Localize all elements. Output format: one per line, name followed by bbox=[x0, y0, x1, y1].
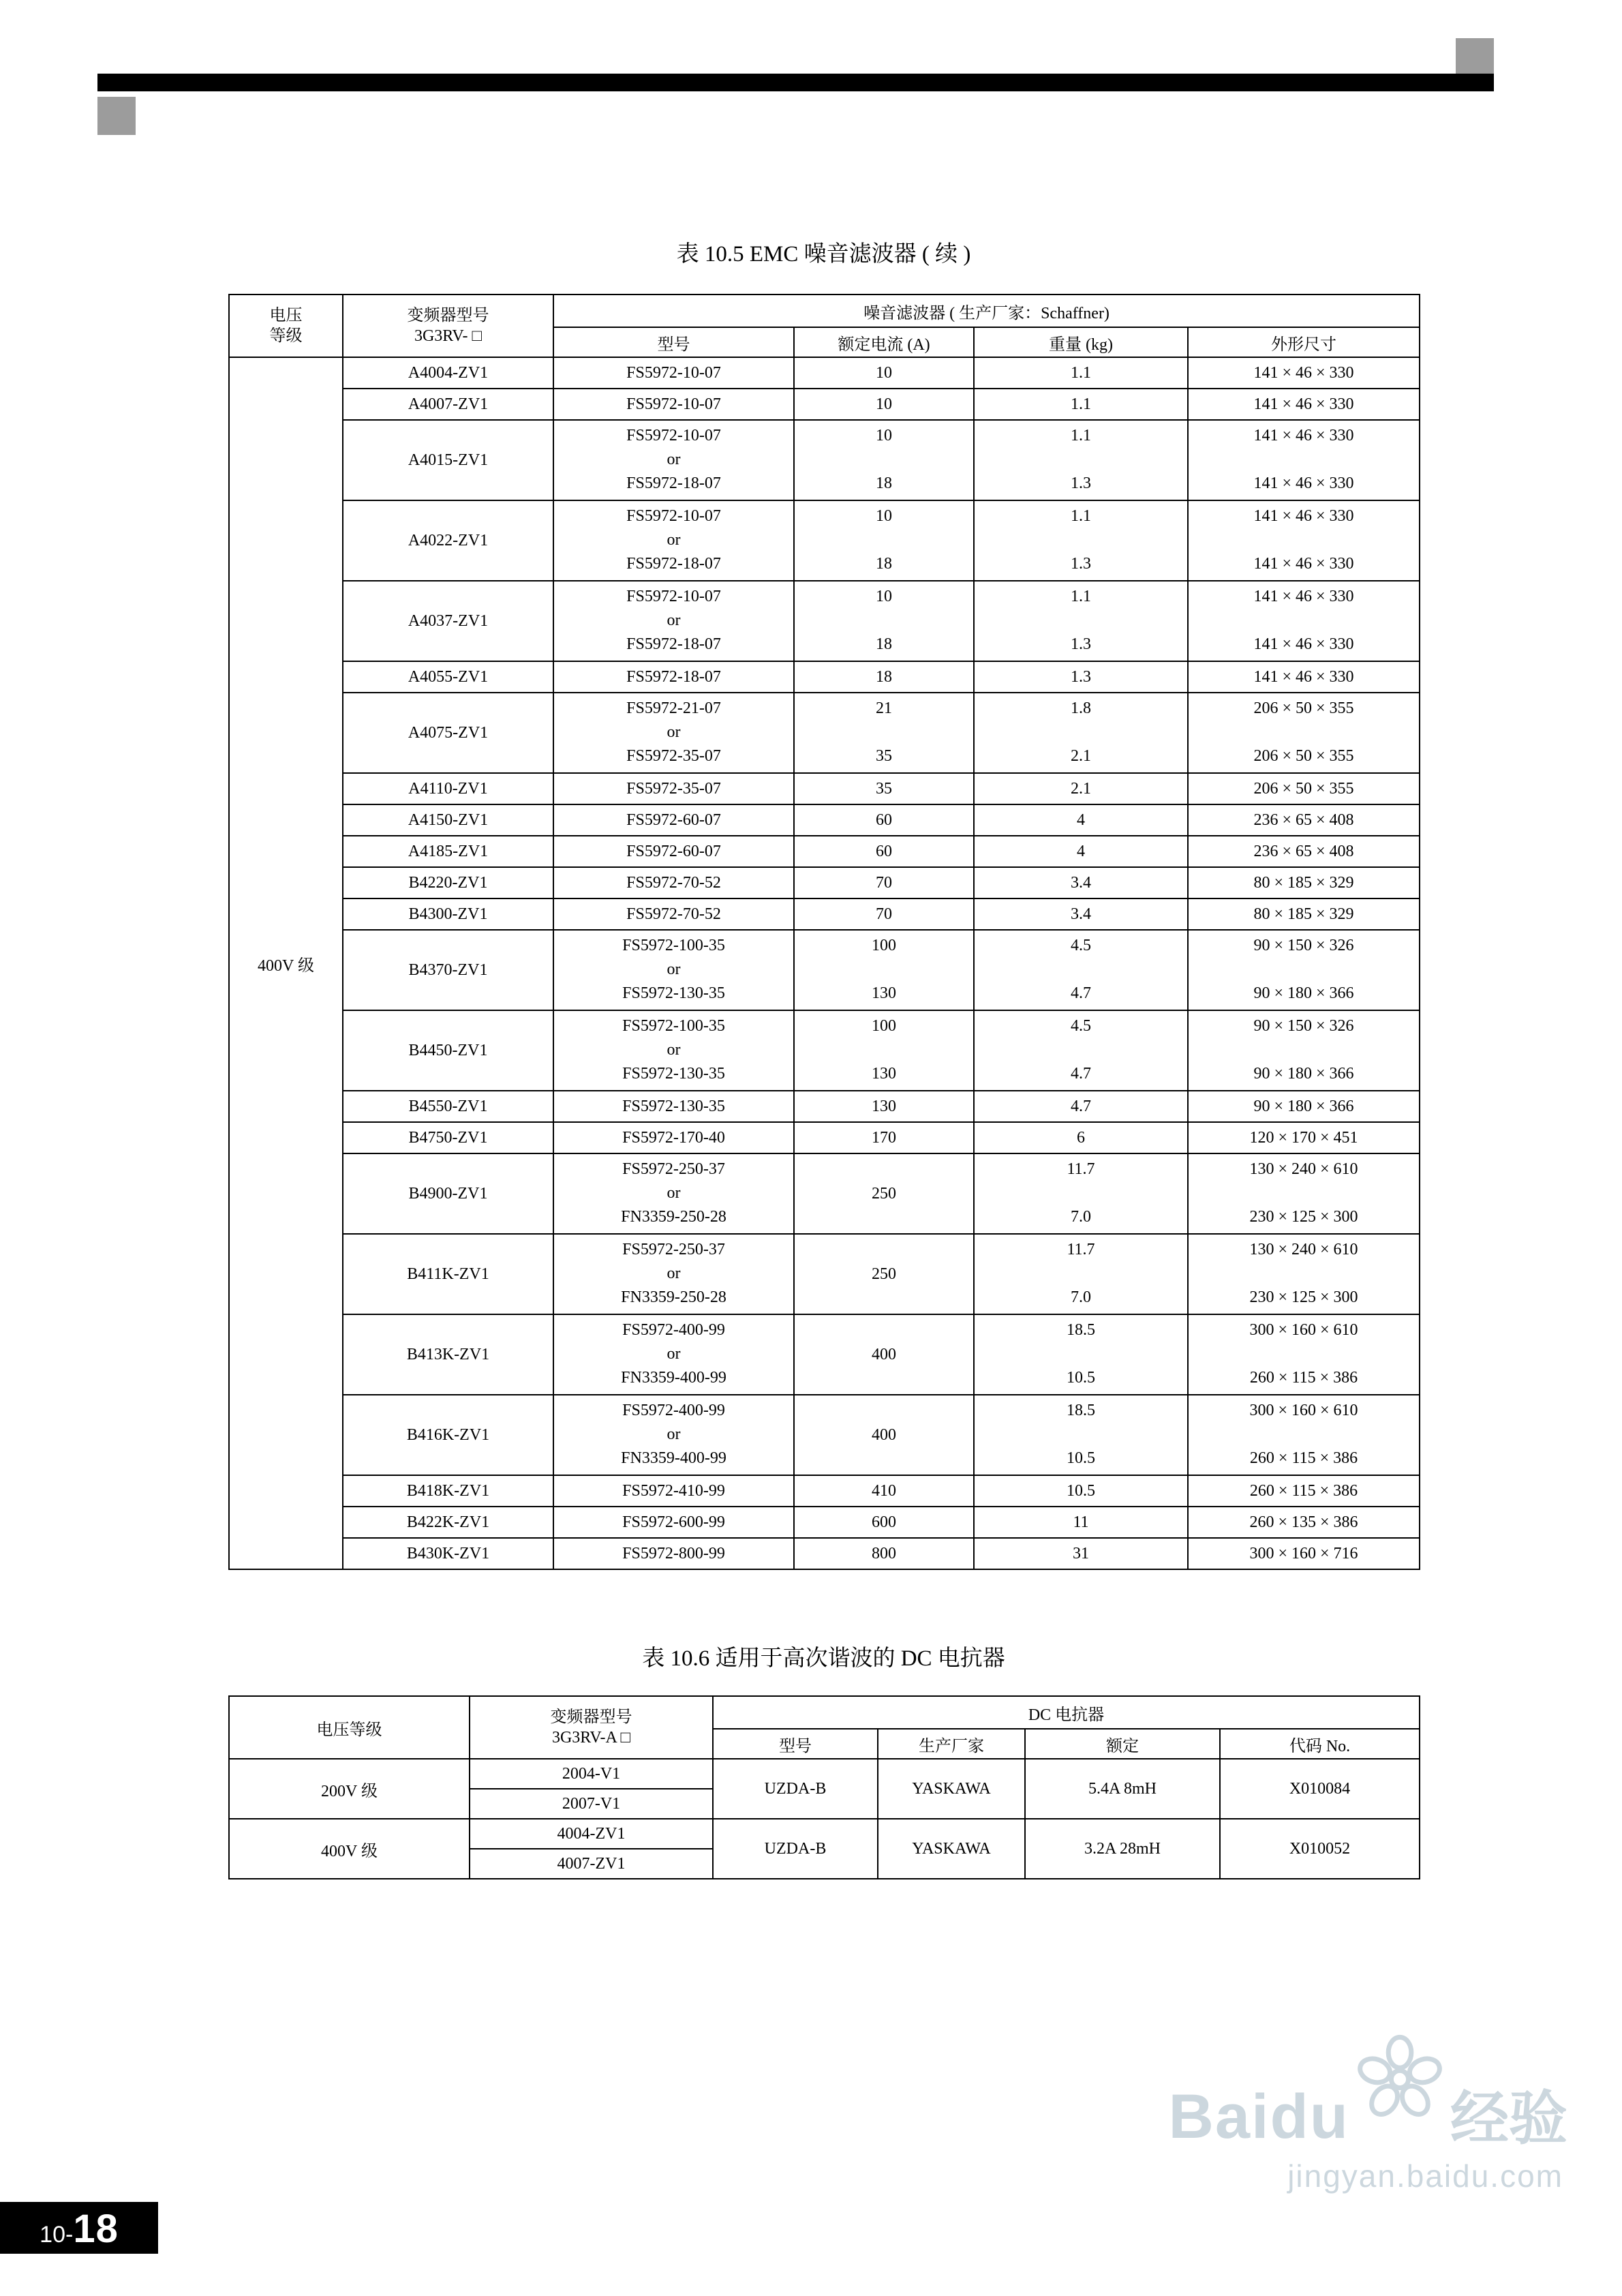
dimensions-cell: 260 × 135 × 386 bbox=[1188, 1507, 1420, 1538]
dc-inverter-cell: 2007-V1 bbox=[470, 1789, 713, 1819]
dimensions-cell-line-1: 300 × 160 × 610 bbox=[1249, 1321, 1358, 1339]
dimensions-cell-line-2: 90 × 180 × 366 bbox=[1253, 1065, 1354, 1083]
rated-current-cell: 400 bbox=[794, 1314, 974, 1395]
filter-model-cell: FS5972-35-07 bbox=[553, 773, 794, 804]
filter-model-cell bbox=[553, 1153, 794, 1234]
dimensions-cell-line-1: 141 × 46 × 330 bbox=[1253, 588, 1354, 605]
weight-cell-line-2: 4.7 bbox=[1071, 1065, 1091, 1083]
inverter-model-cell: B4300-ZV1 bbox=[343, 898, 553, 930]
emc-table-header bbox=[229, 294, 1420, 357]
filter-model-cell bbox=[553, 500, 794, 581]
emc-table-row bbox=[229, 898, 1420, 930]
dimensions-cell bbox=[1188, 1153, 1420, 1234]
weight-cell-line-2: 10.5 bbox=[1067, 1449, 1095, 1468]
dimensions-cell-line-1: 206 × 50 × 355 bbox=[1253, 699, 1354, 717]
dc-inverter-cell: 4007-ZV1 bbox=[470, 1849, 713, 1879]
header-inverter-line1: 变频器型号 bbox=[407, 307, 489, 324]
dimensions-cell: 90 × 180 × 366 bbox=[1188, 1091, 1420, 1122]
dc-maker-cell: YASKAWA bbox=[878, 1759, 1025, 1819]
inverter-model-cell: B413K-ZV1 bbox=[343, 1314, 553, 1395]
filter-model-cell: FS5972-18-07 bbox=[553, 661, 794, 693]
dimensions-cell: 260 × 115 × 386 bbox=[1188, 1475, 1420, 1507]
weight-cell bbox=[974, 1234, 1188, 1314]
dimensions-cell bbox=[1188, 1314, 1420, 1395]
filter-model-cell-line-3: FS5972-18-07 bbox=[626, 555, 721, 573]
weight-cell bbox=[974, 1314, 1188, 1395]
emc-table-row bbox=[229, 1395, 1420, 1475]
dc-header-maker: 生产厂家 bbox=[878, 1729, 1025, 1759]
filter-model-cell-line-3: FN3359-400-99 bbox=[621, 1369, 726, 1387]
emc-table-row bbox=[229, 420, 1420, 500]
dimensions-cell-line-2: 90 × 180 × 366 bbox=[1253, 984, 1354, 1003]
filter-model-cell-line-1: FS5972-10-07 bbox=[626, 588, 721, 605]
rated-current-cell: 70 bbox=[794, 898, 974, 930]
rated-current-cell-line-1: 10 bbox=[876, 588, 892, 605]
emc-table-body bbox=[229, 357, 1420, 1569]
dc-voltage-cell: 200V 级 bbox=[229, 1759, 470, 1819]
weight-cell bbox=[974, 1395, 1188, 1475]
inverter-model-cell: B4900-ZV1 bbox=[343, 1153, 553, 1234]
dimensions-cell-line-2: 206 × 50 × 355 bbox=[1253, 747, 1354, 766]
rated-current-cell: 410 bbox=[794, 1475, 974, 1507]
weight-cell: 2.1 bbox=[974, 773, 1188, 804]
weight-cell: 1.1 bbox=[974, 389, 1188, 420]
rated-current-cell-line-2: 18 bbox=[876, 555, 892, 573]
dimensions-cell-line-1: 141 × 46 × 330 bbox=[1253, 507, 1354, 525]
filter-model-cell: FS5972-70-52 bbox=[553, 898, 794, 930]
header-filter-group: 噪音滤波器 ( 生产厂家：Schaffner) bbox=[553, 294, 1420, 327]
weight-cell-line-2: 1.3 bbox=[1071, 555, 1091, 573]
inverter-model-cell: B430K-ZV1 bbox=[343, 1538, 553, 1569]
filter-model-cell: FS5972-600-99 bbox=[553, 1507, 794, 1538]
weight-cell-line-2: 10.5 bbox=[1067, 1369, 1095, 1387]
dimensions-cell-line-2: 230 × 125 × 300 bbox=[1249, 1208, 1358, 1226]
dimensions-cell-line-2: 141 × 46 × 330 bbox=[1253, 635, 1354, 654]
weight-cell: 4.7 bbox=[974, 1091, 1188, 1122]
filter-model-cell-line-1: FS5972-250-37 bbox=[622, 1160, 725, 1178]
weight-cell-line-2: 1.3 bbox=[1071, 474, 1091, 493]
emc-table-row bbox=[229, 693, 1420, 773]
filter-model-cell: FS5972-130-35 bbox=[553, 1091, 794, 1122]
emc-table-row bbox=[229, 836, 1420, 867]
inverter-model-cell: B4370-ZV1 bbox=[343, 930, 553, 1010]
rated-current-cell-line-2: 35 bbox=[876, 747, 892, 766]
filter-model-cell-line-1: FS5972-10-07 bbox=[626, 507, 721, 525]
weight-cell-line-2: 7.0 bbox=[1071, 1208, 1091, 1226]
page-number-value: 18 bbox=[73, 2207, 119, 2251]
filter-model-cell-line-3: FS5972-130-35 bbox=[622, 984, 725, 1003]
header-filter-model: 型号 bbox=[553, 327, 794, 357]
rated-current-cell: 35 bbox=[794, 773, 974, 804]
weight-cell-line-1: 11.7 bbox=[1067, 1160, 1095, 1178]
dimensions-cell: 141 × 46 × 330 bbox=[1188, 661, 1420, 693]
header-rated-current: 额定电流 (A) bbox=[794, 327, 974, 357]
dimensions-cell bbox=[1188, 420, 1420, 500]
dc-table-header bbox=[229, 1696, 1420, 1759]
dc-code-cell: X010084 bbox=[1220, 1759, 1420, 1819]
dimensions-cell-line-1: 90 × 150 × 326 bbox=[1253, 937, 1354, 954]
dc-header-code: 代码 No. bbox=[1220, 1729, 1420, 1759]
filter-model-cell-line-1: FS5972-10-07 bbox=[626, 427, 721, 444]
dc-inverter-cell: 4004-ZV1 bbox=[470, 1819, 713, 1849]
filter-model-cell bbox=[553, 930, 794, 1010]
weight-cell-line-1: 1.1 bbox=[1071, 588, 1091, 605]
dc-code-cell: X010052 bbox=[1220, 1819, 1420, 1879]
filter-model-cell bbox=[553, 1234, 794, 1314]
emc-table-row bbox=[229, 661, 1420, 693]
filter-model-cell: FS5972-800-99 bbox=[553, 1538, 794, 1569]
weight-cell: 6 bbox=[974, 1122, 1188, 1153]
dc-reactor-table bbox=[228, 1695, 1420, 1879]
dimensions-cell bbox=[1188, 500, 1420, 581]
emc-table-row bbox=[229, 1234, 1420, 1314]
dc-voltage-cell: 400V 级 bbox=[229, 1819, 470, 1879]
emc-table-row bbox=[229, 930, 1420, 1010]
filter-model-cell-line-1: FS5972-400-99 bbox=[622, 1321, 725, 1339]
emc-table-row bbox=[229, 1153, 1420, 1234]
filter-model-cell: FS5972-410-99 bbox=[553, 1475, 794, 1507]
inverter-model-cell: A4110-ZV1 bbox=[343, 773, 553, 804]
dc-header-voltage: 电压等级 bbox=[229, 1696, 470, 1759]
emc-table-row bbox=[229, 500, 1420, 581]
header-inverter-line2: 3G3RV- □ bbox=[414, 327, 483, 345]
dimensions-cell-line-2: 260 × 115 × 386 bbox=[1249, 1449, 1358, 1468]
filter-model-cell-line-1: FS5972-100-35 bbox=[622, 937, 725, 954]
watermark-brand-text: Baidu bbox=[1168, 2082, 1349, 2151]
filter-model-cell: FS5972-60-07 bbox=[553, 804, 794, 836]
emc-table-row bbox=[229, 1010, 1420, 1091]
dimensions-cell-line-1: 130 × 240 × 610 bbox=[1249, 1160, 1358, 1178]
weight-cell-line-1: 18.5 bbox=[1067, 1321, 1095, 1339]
rated-current-cell bbox=[794, 420, 974, 500]
filter-model-cell: FS5972-10-07 bbox=[553, 389, 794, 420]
weight-cell bbox=[974, 581, 1188, 661]
inverter-model-cell: B4750-ZV1 bbox=[343, 1122, 553, 1153]
weight-cell-line-2: 7.0 bbox=[1071, 1288, 1091, 1307]
filter-model-cell-line-2: or bbox=[667, 1041, 681, 1059]
weight-cell-line-1: 4.5 bbox=[1071, 937, 1091, 954]
inverter-model-cell: B4220-ZV1 bbox=[343, 867, 553, 898]
filter-model-cell bbox=[553, 693, 794, 773]
weight-cell-line-2: 2.1 bbox=[1071, 747, 1091, 766]
rated-current-cell: 60 bbox=[794, 836, 974, 867]
rated-current-cell bbox=[794, 693, 974, 773]
dimensions-cell-line-2: 141 × 46 × 330 bbox=[1253, 474, 1354, 493]
weight-cell: 4 bbox=[974, 804, 1188, 836]
inverter-model-cell: A4022-ZV1 bbox=[343, 500, 553, 581]
filter-model-cell: FS5972-170-40 bbox=[553, 1122, 794, 1153]
emc-table-row bbox=[229, 357, 1420, 389]
filter-model-cell bbox=[553, 1395, 794, 1475]
rated-current-cell-line-1: 10 bbox=[876, 507, 892, 525]
dimensions-cell bbox=[1188, 1234, 1420, 1314]
inverter-model-cell: B4450-ZV1 bbox=[343, 1010, 553, 1091]
filter-model-cell bbox=[553, 1314, 794, 1395]
weight-cell: 11 bbox=[974, 1507, 1188, 1538]
page-number bbox=[0, 2202, 158, 2254]
top-rule bbox=[97, 74, 1494, 91]
dimensions-cell bbox=[1188, 693, 1420, 773]
dimensions-cell: 236 × 65 × 408 bbox=[1188, 804, 1420, 836]
rated-current-cell-line-1: 21 bbox=[876, 699, 892, 717]
filter-model-cell-line-3: FN3359-400-99 bbox=[621, 1449, 726, 1468]
weight-cell: 3.4 bbox=[974, 898, 1188, 930]
dimensions-cell-line-1: 130 × 240 × 610 bbox=[1249, 1241, 1358, 1258]
inverter-model-cell: A4055-ZV1 bbox=[343, 661, 553, 693]
emc-table-row bbox=[229, 1507, 1420, 1538]
inverter-model-cell: B4550-ZV1 bbox=[343, 1091, 553, 1122]
rated-current-cell: 10 bbox=[794, 357, 974, 389]
weight-cell bbox=[974, 1153, 1188, 1234]
filter-model-cell bbox=[553, 420, 794, 500]
filter-model-cell-line-3: FN3359-250-28 bbox=[621, 1208, 726, 1226]
dc-header-rating: 额定 bbox=[1025, 1729, 1220, 1759]
rated-current-cell-line-2: 130 bbox=[872, 1065, 896, 1083]
dimensions-cell bbox=[1188, 581, 1420, 661]
header-voltage-class bbox=[229, 294, 343, 357]
watermark-url: jingyan.baidu.com bbox=[1287, 2158, 1563, 2194]
header-voltage-line2: 等级 bbox=[269, 327, 303, 345]
filter-model-cell-line-2: or bbox=[667, 723, 681, 742]
inverter-model-cell: A4075-ZV1 bbox=[343, 693, 553, 773]
watermark bbox=[1104, 2031, 1567, 2194]
filter-model-cell-line-1: FS5972-21-07 bbox=[626, 699, 721, 717]
inverter-model-cell: A4007-ZV1 bbox=[343, 389, 553, 420]
inverter-model-cell: A4037-ZV1 bbox=[343, 581, 553, 661]
dc-table-row bbox=[229, 1819, 1420, 1849]
dimensions-cell: 236 × 65 × 408 bbox=[1188, 836, 1420, 867]
weight-cell: 3.4 bbox=[974, 867, 1188, 898]
emc-table-row bbox=[229, 773, 1420, 804]
dimensions-cell bbox=[1188, 930, 1420, 1010]
emc-filter-table bbox=[228, 294, 1420, 1570]
dimensions-cell bbox=[1188, 1010, 1420, 1091]
emc-table-row bbox=[229, 867, 1420, 898]
rated-current-cell: 18 bbox=[794, 661, 974, 693]
dimensions-cell-line-1: 90 × 150 × 326 bbox=[1253, 1017, 1354, 1035]
weight-cell-line-1: 18.5 bbox=[1067, 1402, 1095, 1419]
weight-cell-line-1: 1.1 bbox=[1071, 507, 1091, 525]
filter-model-cell: FS5972-70-52 bbox=[553, 867, 794, 898]
rated-current-cell: 250 bbox=[794, 1153, 974, 1234]
emc-table-row bbox=[229, 1475, 1420, 1507]
top-left-marker bbox=[97, 97, 136, 135]
weight-cell: 10.5 bbox=[974, 1475, 1188, 1507]
dimensions-cell-line-1: 300 × 160 × 610 bbox=[1249, 1402, 1358, 1419]
dc-inverter-cell: 2004-V1 bbox=[470, 1759, 713, 1789]
dimensions-cell-line-2: 141 × 46 × 330 bbox=[1253, 555, 1354, 573]
dc-header-inverter-line1: 变频器型号 bbox=[550, 1708, 632, 1726]
inverter-model-cell: B418K-ZV1 bbox=[343, 1475, 553, 1507]
inverter-model-cell: A4015-ZV1 bbox=[343, 420, 553, 500]
weight-cell: 31 bbox=[974, 1538, 1188, 1569]
rated-current-cell-line-1: 100 bbox=[872, 937, 896, 954]
weight-cell bbox=[974, 930, 1188, 1010]
emc-table-row bbox=[229, 1091, 1420, 1122]
filter-model-cell-line-1: FS5972-400-99 bbox=[622, 1402, 725, 1419]
top-right-marker bbox=[1456, 38, 1494, 74]
emc-table-row bbox=[229, 1122, 1420, 1153]
filter-model-cell-line-3: FS5972-130-35 bbox=[622, 1065, 725, 1083]
dimensions-cell: 80 × 185 × 329 bbox=[1188, 898, 1420, 930]
filter-model-cell-line-2: or bbox=[667, 451, 681, 469]
dimensions-cell-line-1: 141 × 46 × 330 bbox=[1253, 427, 1354, 444]
filter-model-cell-line-2: or bbox=[667, 531, 681, 549]
dc-rating-cell: 3.2A 28mH bbox=[1025, 1819, 1220, 1879]
watermark-brand-row bbox=[1104, 2031, 1567, 2151]
dc-table-body bbox=[229, 1759, 1420, 1879]
dc-header-inverter bbox=[470, 1696, 713, 1759]
filter-model-cell-line-3: FS5972-18-07 bbox=[626, 635, 721, 654]
inverter-model-cell: A4150-ZV1 bbox=[343, 804, 553, 836]
inverter-model-cell: B416K-ZV1 bbox=[343, 1395, 553, 1475]
dimensions-cell: 206 × 50 × 355 bbox=[1188, 773, 1420, 804]
filter-model-cell bbox=[553, 1010, 794, 1091]
rated-current-cell: 800 bbox=[794, 1538, 974, 1569]
inverter-model-cell: B422K-ZV1 bbox=[343, 1507, 553, 1538]
weight-cell: 4 bbox=[974, 836, 1188, 867]
inverter-model-cell: B411K-ZV1 bbox=[343, 1234, 553, 1314]
filter-model-cell: FS5972-10-07 bbox=[553, 357, 794, 389]
dimensions-cell: 80 × 185 × 329 bbox=[1188, 867, 1420, 898]
dc-reactor-table-title: 表 10.6 适用于高次谐波的 DC 电抗器 bbox=[642, 1646, 1005, 1671]
dc-maker-cell: YASKAWA bbox=[878, 1819, 1025, 1879]
dc-header-group: DC 电抗器 bbox=[713, 1696, 1420, 1729]
weight-cell-line-1: 4.5 bbox=[1071, 1017, 1091, 1035]
rated-current-cell-line-1: 100 bbox=[872, 1017, 896, 1035]
weight-cell-line-2: 1.3 bbox=[1071, 635, 1091, 654]
header-weight: 重量 (kg) bbox=[974, 327, 1188, 357]
page-number-prefix: 10- bbox=[40, 2222, 74, 2248]
dc-rating-cell: 5.4A 8mH bbox=[1025, 1759, 1220, 1819]
dimensions-cell: 141 × 46 × 330 bbox=[1188, 389, 1420, 420]
baidu-flower-icon bbox=[1352, 2031, 1448, 2130]
emc-table-row bbox=[229, 389, 1420, 420]
rated-current-cell: 60 bbox=[794, 804, 974, 836]
weight-cell bbox=[974, 1010, 1188, 1091]
watermark-brand-suffix: 经验 bbox=[1450, 2086, 1567, 2151]
weight-cell bbox=[974, 500, 1188, 581]
filter-model-cell-line-2: or bbox=[667, 961, 681, 979]
rated-current-cell: 400 bbox=[794, 1395, 974, 1475]
filter-model-cell: FS5972-60-07 bbox=[553, 836, 794, 867]
rated-current-cell bbox=[794, 1010, 974, 1091]
dc-model-cell: UZDA-B bbox=[713, 1759, 878, 1819]
inverter-model-cell: A4185-ZV1 bbox=[343, 836, 553, 867]
dc-header-inverter-line2: 3G3RV-A □ bbox=[551, 1729, 631, 1747]
rated-current-cell bbox=[794, 930, 974, 1010]
weight-cell-line-2: 4.7 bbox=[1071, 984, 1091, 1003]
filter-model-cell-line-2: or bbox=[667, 1345, 681, 1363]
weight-cell bbox=[974, 420, 1188, 500]
emc-table-title: 表 10.5 EMC 噪音滤波器 ( 续 ) bbox=[676, 242, 971, 267]
filter-model-cell-line-2: or bbox=[667, 1425, 681, 1444]
rated-current-cell: 70 bbox=[794, 867, 974, 898]
filter-model-cell-line-3: FS5972-35-07 bbox=[626, 747, 721, 766]
filter-model-cell-line-3: FS5972-18-07 bbox=[626, 474, 721, 493]
filter-model-cell-line-2: or bbox=[667, 611, 681, 630]
rated-current-cell: 250 bbox=[794, 1234, 974, 1314]
dimensions-cell bbox=[1188, 1395, 1420, 1475]
emc-table-row bbox=[229, 804, 1420, 836]
emc-table-row bbox=[229, 581, 1420, 661]
dimensions-cell: 141 × 46 × 330 bbox=[1188, 357, 1420, 389]
voltage-class-cell: 400V 级 bbox=[229, 357, 343, 1569]
rated-current-cell bbox=[794, 500, 974, 581]
filter-model-cell-line-2: or bbox=[667, 1184, 681, 1203]
dimensions-cell-line-2: 260 × 115 × 386 bbox=[1249, 1369, 1358, 1387]
rated-current-cell-line-1: 10 bbox=[876, 427, 892, 444]
emc-header-row-1 bbox=[229, 294, 1420, 327]
dc-table-row bbox=[229, 1759, 1420, 1789]
emc-table-row bbox=[229, 1314, 1420, 1395]
rated-current-cell-line-2: 18 bbox=[876, 635, 892, 654]
weight-cell-line-1: 1.1 bbox=[1071, 427, 1091, 444]
rated-current-cell: 10 bbox=[794, 389, 974, 420]
dimensions-cell: 300 × 160 × 716 bbox=[1188, 1538, 1420, 1569]
weight-cell-line-1: 11.7 bbox=[1067, 1241, 1095, 1258]
weight-cell: 1.3 bbox=[974, 661, 1188, 693]
rated-current-cell-line-2: 18 bbox=[876, 474, 892, 493]
filter-model-cell-line-1: FS5972-100-35 bbox=[622, 1017, 725, 1035]
filter-model-cell-line-2: or bbox=[667, 1265, 681, 1283]
header-inverter-model bbox=[343, 294, 553, 357]
dimensions-cell: 120 × 170 × 451 bbox=[1188, 1122, 1420, 1153]
filter-model-cell-line-3: FN3359-250-28 bbox=[621, 1288, 726, 1307]
weight-cell: 1.1 bbox=[974, 357, 1188, 389]
rated-current-cell bbox=[794, 581, 974, 661]
dc-model-cell: UZDA-B bbox=[713, 1819, 878, 1879]
rated-current-cell-line-2: 130 bbox=[872, 984, 896, 1003]
rated-current-cell: 170 bbox=[794, 1122, 974, 1153]
filter-model-cell-line-1: FS5972-250-37 bbox=[622, 1241, 725, 1258]
header-dimensions: 外形尺寸 bbox=[1188, 327, 1420, 357]
dc-header-row-1 bbox=[229, 1696, 1420, 1729]
weight-cell bbox=[974, 693, 1188, 773]
dimensions-cell-line-2: 230 × 125 × 300 bbox=[1249, 1288, 1358, 1307]
header-voltage-line1: 电压 bbox=[269, 307, 303, 324]
inverter-model-cell: A4004-ZV1 bbox=[343, 357, 553, 389]
rated-current-cell: 130 bbox=[794, 1091, 974, 1122]
rated-current-cell: 600 bbox=[794, 1507, 974, 1538]
filter-model-cell bbox=[553, 581, 794, 661]
dc-header-model: 型号 bbox=[713, 1729, 878, 1759]
emc-table-row bbox=[229, 1538, 1420, 1569]
weight-cell-line-1: 1.8 bbox=[1071, 699, 1091, 717]
